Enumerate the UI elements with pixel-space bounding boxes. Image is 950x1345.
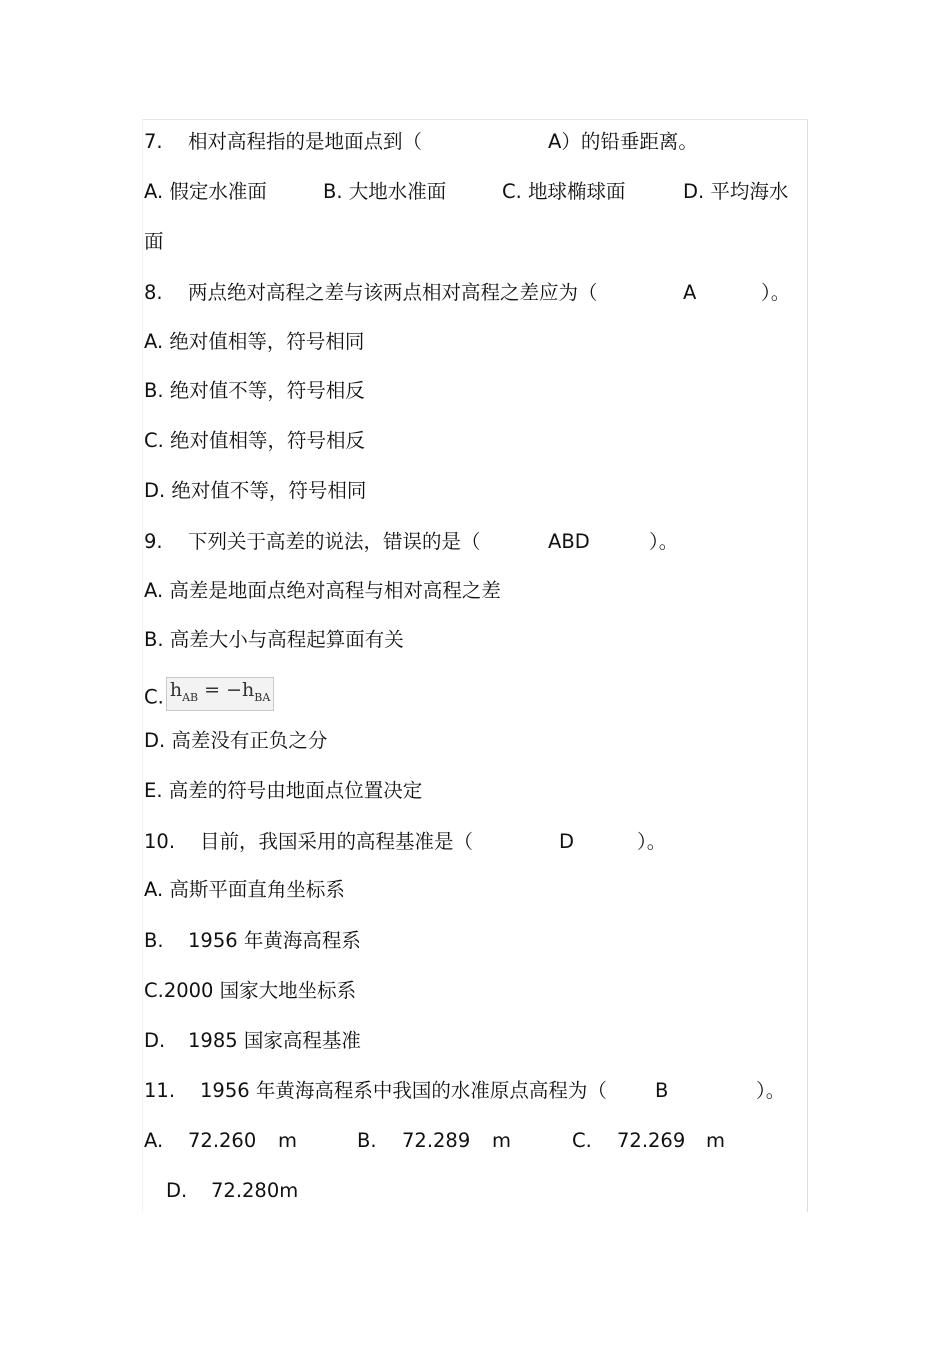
question-text: 1956 年黄海高程系中我国的水准原点高程为（ [200,1079,607,1102]
option-d-wrap: 面 [144,230,164,253]
question-number: 11. [144,1079,176,1102]
option-b [144,928,361,954]
option-label: B. [144,929,164,952]
option-c: C. 地球椭球面 [502,180,626,203]
answer: A）的铅垂距离。 [548,130,698,153]
answer: B [655,1079,669,1102]
option-b: B. 高差大小与高程起算面有关 [144,628,404,651]
question-number: 9. [144,530,163,553]
option-b-value: 72.289 [402,1129,471,1152]
question-close: ）。 [761,281,791,304]
question-10 [144,829,667,855]
option-a-unit: m [278,1129,297,1152]
question-close: ）。 [756,1079,786,1102]
option-label: D. [144,1029,166,1052]
option-b-label: B. [357,1129,377,1152]
option-c: C.2000 国家大地坐标系 [144,979,357,1002]
question-number: 10. [144,830,176,853]
option-c-value: 72.269 [617,1129,686,1152]
option-d-label: D. [166,1179,188,1202]
question-close: ）。 [637,830,667,853]
formula-image: $h_{AB} = -h_{BA}$ [166,677,274,711]
question-text: 目前，我国采用的高程基准是（ [200,830,474,853]
question-11 [144,1078,786,1104]
question-7 [144,129,698,155]
option-d: D. 绝对值不等，符号相同 [144,479,367,502]
option-b: B. 大地水准面 [323,180,447,203]
option-label: C. [144,685,164,709]
option-a: A. 绝对值相等，符号相同 [144,330,365,353]
question-8 [144,280,791,306]
answer: ABD [548,530,590,553]
option-a: A. 高差是地面点绝对高程与相对高程之差 [144,579,501,602]
question-text: 两点绝对高程之差与该两点相对高程之差应为（ [188,281,598,304]
option-c-label: C. [572,1129,592,1152]
option-text: 1985 国家高程基准 [188,1029,361,1052]
option-c [144,681,274,715]
option-b-unit: m [492,1129,511,1152]
question-close: ）。 [649,530,679,553]
question-text: 相对高程指的是地面点到（ [188,130,423,153]
option-d: D. 高差没有正负之分 [144,729,328,752]
question-number: 7. [144,130,163,153]
option-b: B. 绝对值不等，符号相反 [144,379,365,402]
question-text: 下列关于高差的说法，错误的是（ [188,530,481,553]
option-a-label: A. [144,1129,164,1152]
option-d: D. 平均海水 [683,180,789,203]
option-a-value: 72.260 [188,1129,257,1152]
option-c: C. 绝对值相等，符号相反 [144,429,366,452]
answer: D [559,830,575,853]
option-a: A. 高斯平面直角坐标系 [144,878,345,901]
question-9 [144,529,679,555]
question-number: 8. [144,281,163,304]
option-d [144,1028,361,1054]
option-d [166,1178,299,1204]
option-text: 1956 年黄海高程系 [188,929,361,952]
option-c-unit: m [706,1129,725,1152]
option-a: A. 假定水准面 [144,180,267,203]
option-e: E. 高差的符号由地面点位置决定 [144,779,423,802]
answer: A [683,281,697,304]
option-d-value: 72.280m [211,1179,299,1202]
